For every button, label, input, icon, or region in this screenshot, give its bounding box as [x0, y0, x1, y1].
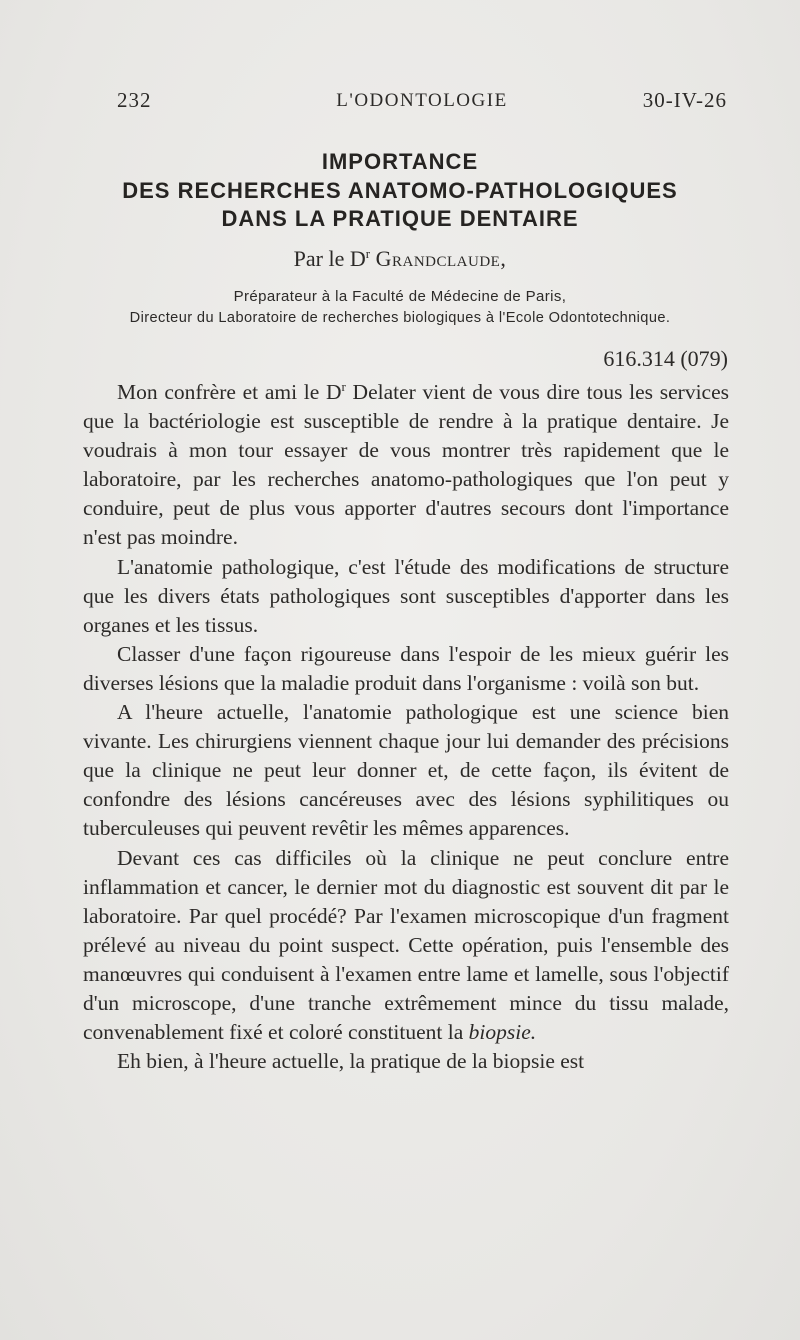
journal-title: L'ODONTOLOGIE: [336, 90, 508, 111]
paragraph-1-text-a: Mon confrère et ami le D: [117, 380, 342, 404]
page-number: 232: [117, 88, 152, 112]
paragraph-1: [83, 378, 729, 553]
title-line-2: DES RECHERCHES ANATOMO-PATHOLOGIQUES: [122, 177, 678, 203]
paragraph-5-text: Devant ces cas difficiles où la clinique ne peut conclure entre inflammation et cancer, le dernier mot du diagnostic est souvent dit par le laboratoire. Par quel procédé? Par l'examen microscopique d'un fragment prélevé au niveau du point suspect. Cette opération, puis l'ensemble des manœuvres qui conduisent à l'examen entre lame et lamelle, sous l'objectif d'un microscope, d'une tranche extrêmement mince du tissu malade, convenablement fixé et coloré constituent la: [83, 845, 729, 1045]
paragraph-6: Eh bien, à l'heure actuelle, la pratique de la biopsie est: [117, 1049, 585, 1074]
title-line-1: IMPORTANCE: [321, 149, 479, 174]
article-body: [83, 378, 729, 1076]
affiliation-line-1: Préparateur à la Faculté de Médecine de Paris,: [233, 288, 567, 305]
paragraph-3: Classer d'une façon rigoureuse dans l'espoir de les mieux guérir les diverses lésions que la maladie produit dans l'organisme : voilà son but.: [83, 641, 729, 695]
running-header: [117, 88, 727, 118]
byline-title-sup: r: [365, 246, 371, 261]
paragraph-5: [83, 844, 729, 1048]
paragraph-4: A l'heure actuelle, l'anatomie pathologique est une science bien vivante. Les chirurgiens viennent chaque jour lui demander des précisions que la clinique ne peut leur donner et, de cette façon, ils évitent de confondre des lésions cancéreuses avec des lésions syphilitiques ou tuberculeuses qui peuvent revêtir les mêmes apparences.: [83, 700, 729, 841]
article-title: [60, 148, 740, 234]
title-line-3: DANS LA PRATIQUE DENTAIRE: [221, 206, 579, 231]
issue-date: 30-IV-26: [642, 88, 727, 112]
classification-number: 616.314 (079): [603, 346, 728, 371]
author-byline: [60, 246, 740, 272]
byline-prefix: Par le D: [293, 246, 366, 271]
author-name: Grandclaude,: [375, 246, 507, 271]
affiliation-line-2: Directeur du Laboratoire de recherches biologiques à l'Ecole Odontotechnique.: [129, 310, 671, 326]
paragraph-1-sup: r: [341, 379, 346, 394]
biopsie-term: biopsie.: [468, 1020, 537, 1045]
paragraph-2: L'anatomie pathologique, c'est l'étude des modifications de structure que les divers états pathologiques sont susceptibles d'apporter dans les organes et les tissus.: [83, 554, 729, 637]
paragraph-1-text-b: Delater vient de vous dire tous les services que la bactériologie est susceptible de rendre à la pratique dentaire. Je voudrais à mon tour essayer de vous montrer très rapidement que le laboratoire, par les recherches anatomo-pathologiques que l'on peut y conduire, peut de plus vous apporter d'autres secours dont l'importance n'est pas moindre.: [83, 380, 729, 550]
